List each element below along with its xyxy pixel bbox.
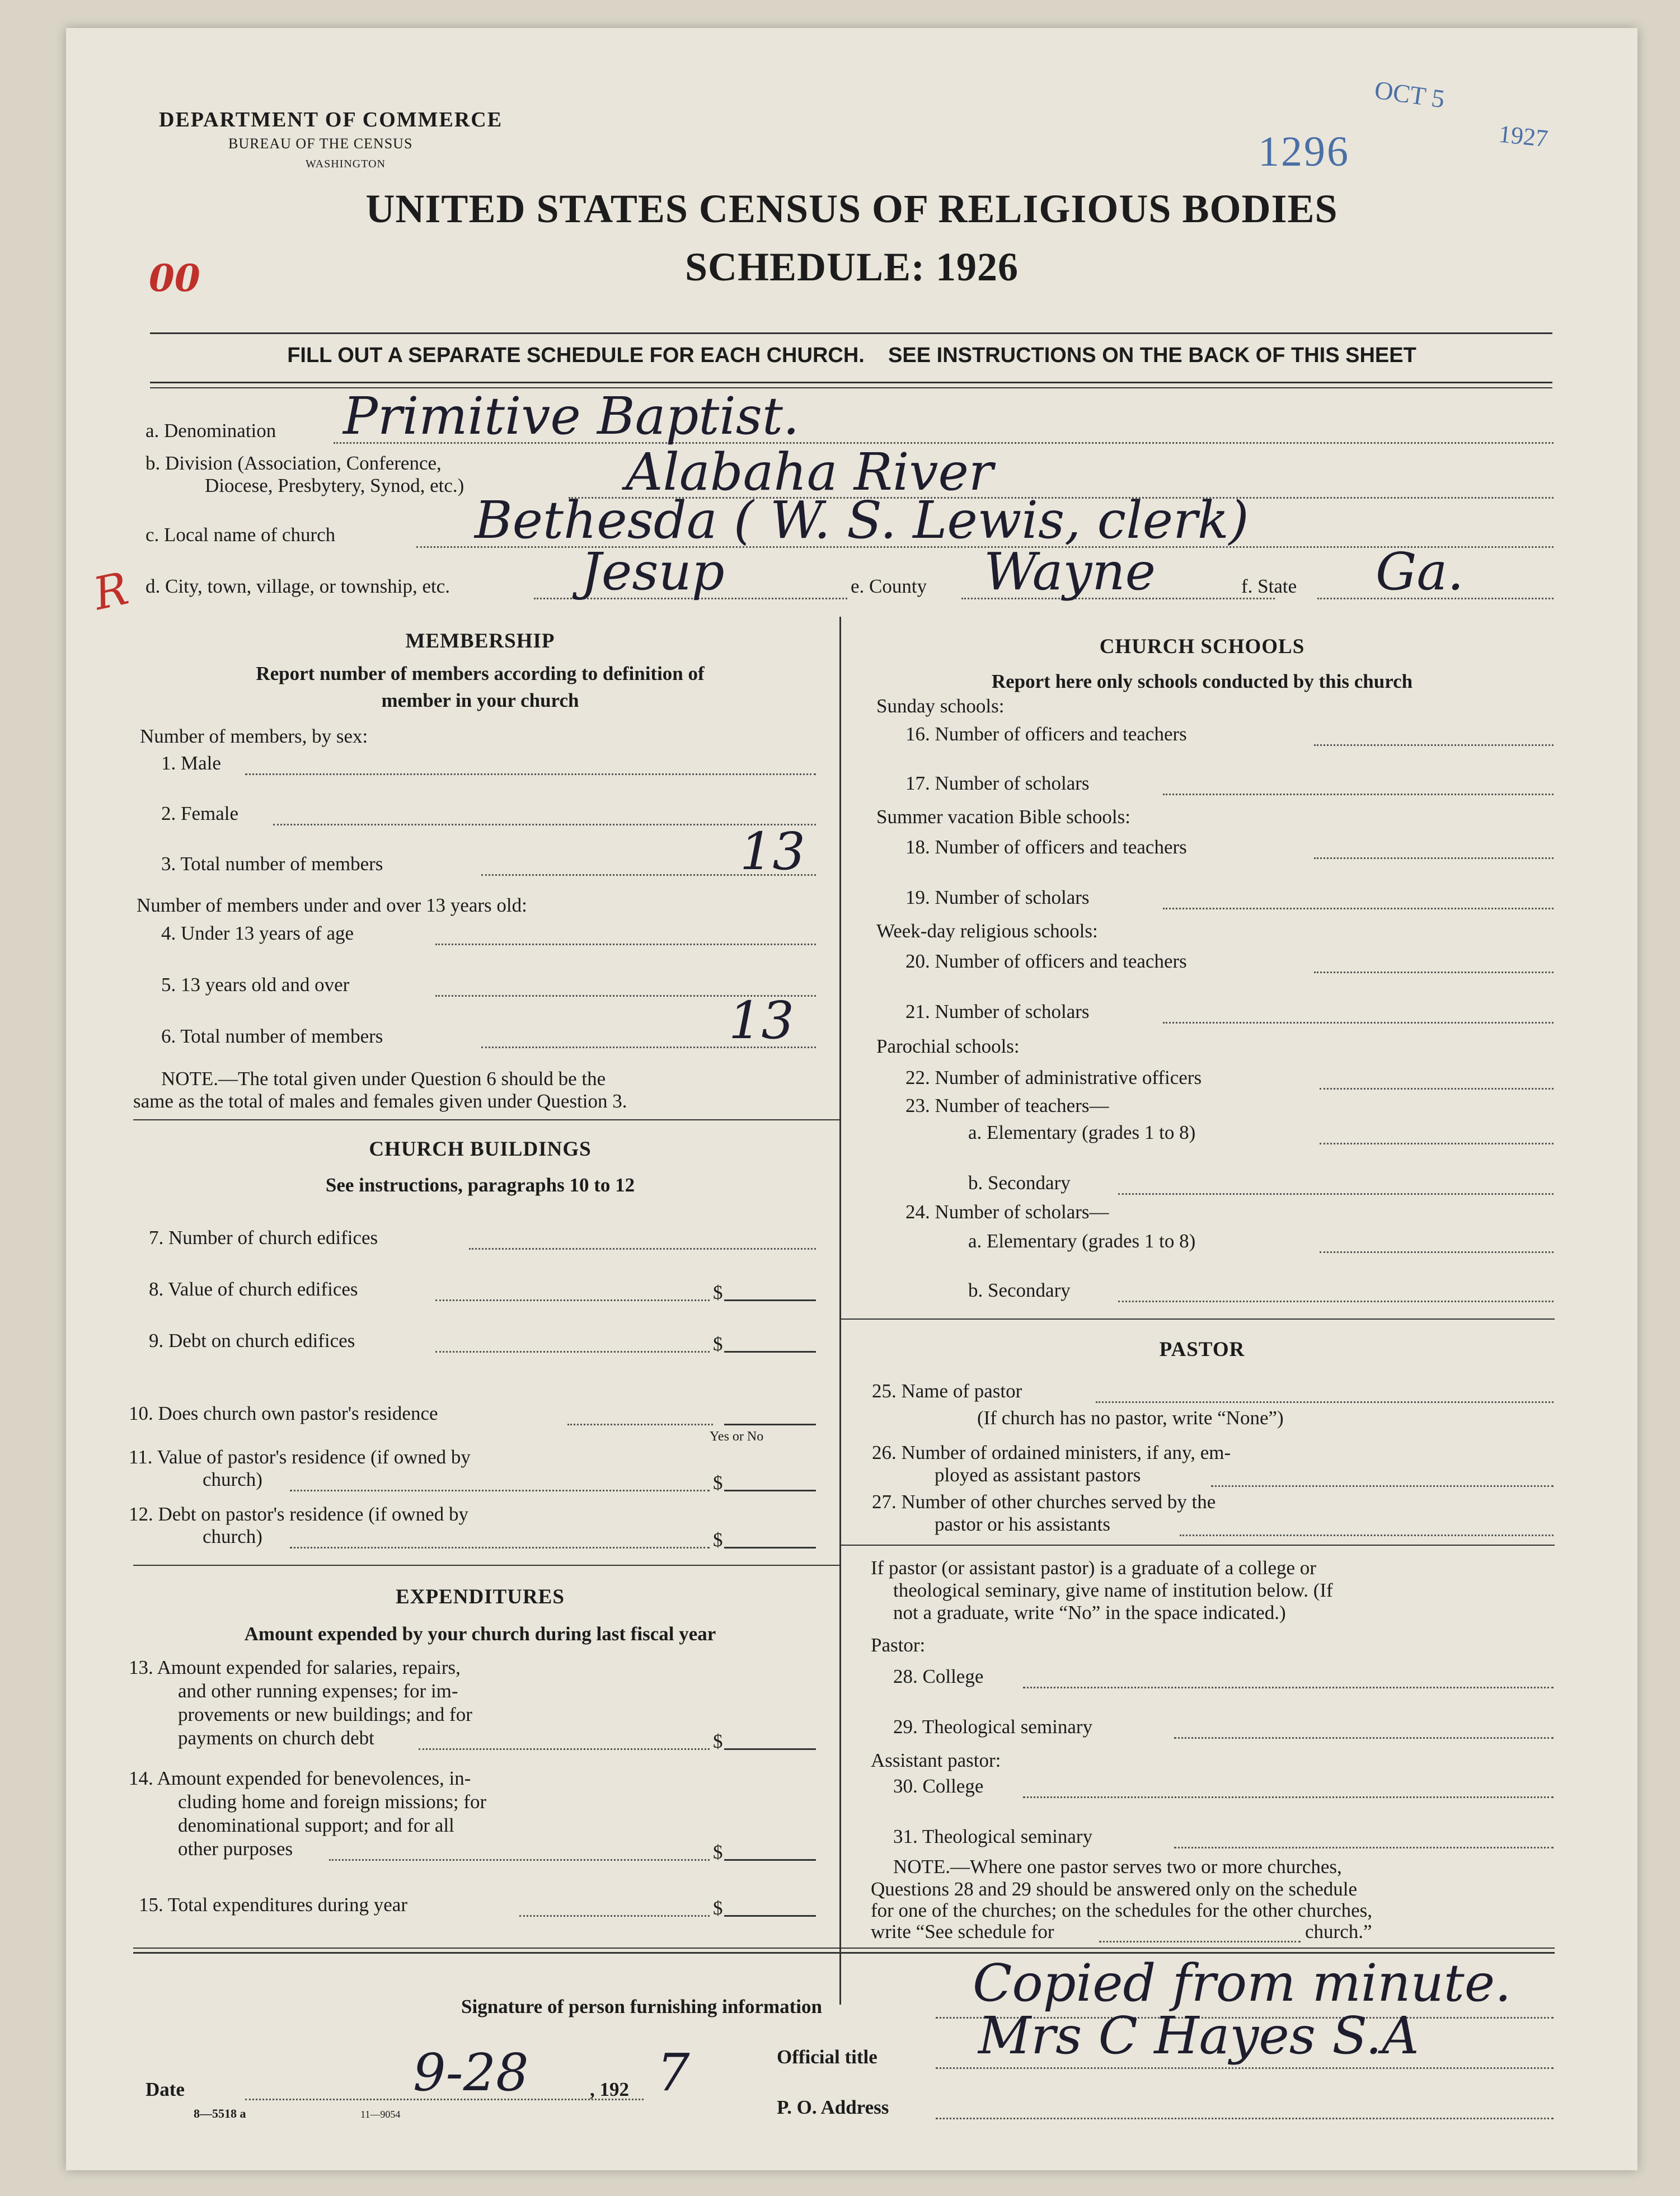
- q18-label: 18. Number of officers and teachers: [905, 836, 1187, 858]
- q24-label: 24. Number of scholars—: [905, 1201, 1109, 1223]
- q6-total-label: 6. Total number of members: [161, 1025, 383, 1047]
- q24b-label: b. Secondary: [968, 1279, 1071, 1301]
- membership-subheading-1: Report number of members according to definition of: [256, 663, 705, 684]
- q2-female-label: 2. Female: [161, 803, 239, 824]
- pastor-note-4b: church.”: [1305, 1921, 1372, 1942]
- form-number: 8—5518 a: [194, 2106, 246, 2120]
- yes-no-hint: Yes or No: [710, 1429, 764, 1444]
- q8-dollar: $: [713, 1282, 723, 1303]
- q30-label: 30. College: [893, 1775, 984, 1797]
- signature-label: Signature of person furnishing information: [461, 1996, 822, 2017]
- date-value[interactable]: 9-28: [413, 2043, 529, 2103]
- q13-line-2: and other running expenses; for im-: [178, 1680, 458, 1702]
- red-mark-00: 00: [149, 256, 200, 300]
- q17-label: 17. Number of scholars: [905, 772, 1090, 794]
- city-label: d. City, town, village, or township, etc.: [146, 575, 450, 597]
- local-name-value[interactable]: Bethesda ( W. S. Lewis, clerk): [475, 490, 1249, 550]
- q15-total-label: 15. Total expenditures during year: [139, 1894, 407, 1916]
- q12-dollar: $: [713, 1529, 723, 1551]
- church-buildings-heading: CHURCH BUILDINGS: [369, 1138, 592, 1161]
- county-label: e. County: [851, 575, 927, 597]
- q26-label-1: 26. Number of ordained ministers, if any, em-: [872, 1442, 1231, 1463]
- q3-total-value[interactable]: 13: [740, 822, 806, 881]
- q13-line-4: payments on church debt: [178, 1727, 374, 1749]
- pastor-note-3: for one of the churches; on the schedules for the other churches,: [871, 1899, 1373, 1921]
- q12-debt-label-2: church): [203, 1526, 262, 1547]
- pastor-label: Pastor:: [871, 1634, 926, 1656]
- form-title: UNITED STATES CENSUS OF RELIGIOUS BODIES: [365, 186, 1338, 231]
- denomination-label: a. Denomination: [146, 420, 276, 442]
- pastor-note-4: write “See schedule for: [871, 1921, 1054, 1942]
- q9-dollar: $: [713, 1333, 723, 1355]
- expenditures-subheading: Amount expended by your church during last fiscal year: [244, 1623, 716, 1645]
- division-label-line2: Diocese, Presbytery, Synod, etc.): [205, 475, 464, 496]
- print-number: 11—9054: [360, 2109, 401, 2120]
- parochial-schools-label: Parochial schools:: [876, 1035, 1020, 1057]
- q7-edifices-label: 7. Number of church edifices: [149, 1227, 378, 1249]
- q14-dollar: $: [713, 1841, 723, 1863]
- summer-schools-label: Summer vacation Bible schools:: [876, 806, 1130, 828]
- pastor-heading: PASTOR: [1159, 1338, 1245, 1361]
- q26-label-2: ployed as assistant pastors: [935, 1464, 1141, 1486]
- q10-residence-label: 10. Does church own pastor's residence: [129, 1402, 438, 1424]
- date-year-prefix: , 192: [590, 2078, 629, 2100]
- q11-value-label-2: church): [203, 1468, 262, 1490]
- q27-label-2: pastor or his assistants: [935, 1513, 1111, 1535]
- q29-label: 29. Theological seminary: [893, 1716, 1093, 1738]
- q16-label: 16. Number of officers and teachers: [905, 723, 1187, 745]
- q14-line-2: cluding home and foreign missions; for: [178, 1791, 487, 1813]
- q25-label: 25. Name of pastor: [872, 1380, 1022, 1402]
- membership-note-line1: NOTE.—The total given under Question 6 should be the: [161, 1068, 606, 1090]
- q14-line-3: denominational support; and for all: [178, 1814, 454, 1836]
- q1-male-label: 1. Male: [161, 752, 221, 774]
- pastor-note-2: Questions 28 and 29 should be answered only on the schedule: [871, 1878, 1358, 1900]
- schedule-number-stamp: 1296: [1258, 128, 1350, 175]
- schedule-title: SCHEDULE: 1926: [684, 245, 1019, 289]
- division-label-line1: b. Division (Association, Conference,: [146, 452, 442, 474]
- q11-value-label-1: 11. Value of pastor's residence (if owned by: [129, 1446, 471, 1468]
- date-label: Date: [146, 2078, 185, 2100]
- city-value[interactable]: Jesup: [581, 542, 725, 602]
- denomination-value[interactable]: Primitive Baptist.: [343, 386, 800, 446]
- q21-label: 21. Number of scholars: [905, 1001, 1090, 1022]
- official-title-value[interactable]: Mrs C Hayes S.A: [978, 2006, 1419, 2066]
- q23a-label: a. Elementary (grades 1 to 8): [968, 1122, 1196, 1143]
- graduate-instruction-1: If pastor (or assistant pastor) is a graduate of a college or: [871, 1557, 1316, 1579]
- q28-label: 28. College: [893, 1665, 984, 1687]
- q5-13-and-over-label: 5. 13 years old and over: [161, 974, 350, 996]
- q27-label-1: 27. Number of other churches served by the: [872, 1491, 1216, 1513]
- official-title-label: Official title: [777, 2046, 877, 2068]
- q31-label: 31. Theological seminary: [893, 1826, 1093, 1847]
- q4-under-13-label: 4. Under 13 years of age: [161, 922, 354, 944]
- membership-note-line2: same as the total of males and females given under Question 3.: [133, 1090, 627, 1112]
- q13-dollar: $: [713, 1730, 723, 1752]
- department-name: DEPARTMENT OF COMMERCE: [159, 108, 503, 132]
- date-year-digit[interactable]: 7: [657, 2043, 690, 2103]
- membership-heading: MEMBERSHIP: [405, 630, 555, 653]
- local-name-label: c. Local name of church: [146, 524, 336, 546]
- po-address-label: P. O. Address: [777, 2096, 889, 2118]
- census-schedule-sheet: [66, 28, 1637, 2170]
- q23-label: 23. Number of teachers—: [905, 1095, 1109, 1116]
- q9-debt-label: 9. Debt on church edifices: [149, 1330, 355, 1352]
- q22-label: 22. Number of administrative officers: [905, 1067, 1202, 1088]
- assistant-pastor-label: Assistant pastor:: [871, 1749, 1001, 1771]
- q6-total-value[interactable]: 13: [729, 991, 795, 1050]
- church-schools-subheading: Report here only schools conducted by this church: [991, 670, 1413, 692]
- graduate-instruction-2: theological seminary, give name of institution below. (If: [893, 1579, 1333, 1601]
- red-margin-mark: R: [88, 562, 133, 621]
- q11-dollar: $: [713, 1472, 723, 1494]
- signature-value[interactable]: Copied from minute.: [973, 1953, 1512, 2013]
- church-buildings-subheading: See instructions, paragraphs 10 to 12: [325, 1174, 635, 1196]
- q19-label: 19. Number of scholars: [905, 886, 1090, 908]
- expenditures-heading: EXPENDITURES: [396, 1585, 565, 1608]
- q13-line-1: 13. Amount expended for salaries, repairs,: [129, 1657, 461, 1678]
- received-date-stamp: OCT 5: [1373, 75, 1447, 114]
- church-schools-heading: CHURCH SCHOOLS: [1099, 635, 1305, 658]
- received-year-stamp: 1927: [1497, 120, 1550, 153]
- members-by-sex-label: Number of members, by sex:: [140, 725, 368, 747]
- age-heading: Number of members under and over 13 years old:: [137, 894, 527, 916]
- sunday-schools-label: Sunday schools:: [876, 695, 1005, 717]
- q20-label: 20. Number of officers and teachers: [905, 950, 1187, 972]
- q15-dollar: $: [713, 1897, 723, 1919]
- state-label: f. State: [1241, 575, 1297, 597]
- q8-value-label: 8. Value of church edifices: [149, 1278, 358, 1300]
- bureau-city: WASHINGTON: [306, 158, 386, 170]
- q12-debt-label-1: 12. Debt on pastor's residence (if owned by: [129, 1503, 468, 1525]
- pastor-note-1: NOTE.—Where one pastor serves two or more churches,: [893, 1856, 1342, 1878]
- q14-line-4: other purposes: [178, 1838, 293, 1860]
- state-value[interactable]: Ga.: [1376, 542, 1464, 602]
- graduate-instruction-3: not a graduate, write “No” in the space indicated.): [893, 1602, 1286, 1623]
- q3-total-label: 3. Total number of members: [161, 853, 383, 875]
- q23b-label: b. Secondary: [968, 1172, 1071, 1194]
- division-value[interactable]: Alabaha River: [626, 442, 993, 502]
- q13-line-3: provements or new buildings; and for: [178, 1704, 472, 1725]
- county-value[interactable]: Wayne: [984, 542, 1156, 602]
- instruction-banner: FILL OUT A SEPARATE SCHEDULE FOR EACH CHURCH. SEE INSTRUCTIONS ON THE BACK OF THIS SHEET: [287, 344, 1416, 367]
- q25-note: (If church has no pastor, write “None”): [977, 1407, 1284, 1429]
- membership-subheading-2: member in your church: [381, 689, 579, 711]
- q14-line-1: 14. Amount expended for benevolences, in-: [129, 1767, 471, 1789]
- weekday-schools-label: Week-day religious schools:: [876, 920, 1098, 942]
- bureau-name: BUREAU OF THE CENSUS: [228, 135, 413, 152]
- q24a-label: a. Elementary (grades 1 to 8): [968, 1230, 1196, 1252]
